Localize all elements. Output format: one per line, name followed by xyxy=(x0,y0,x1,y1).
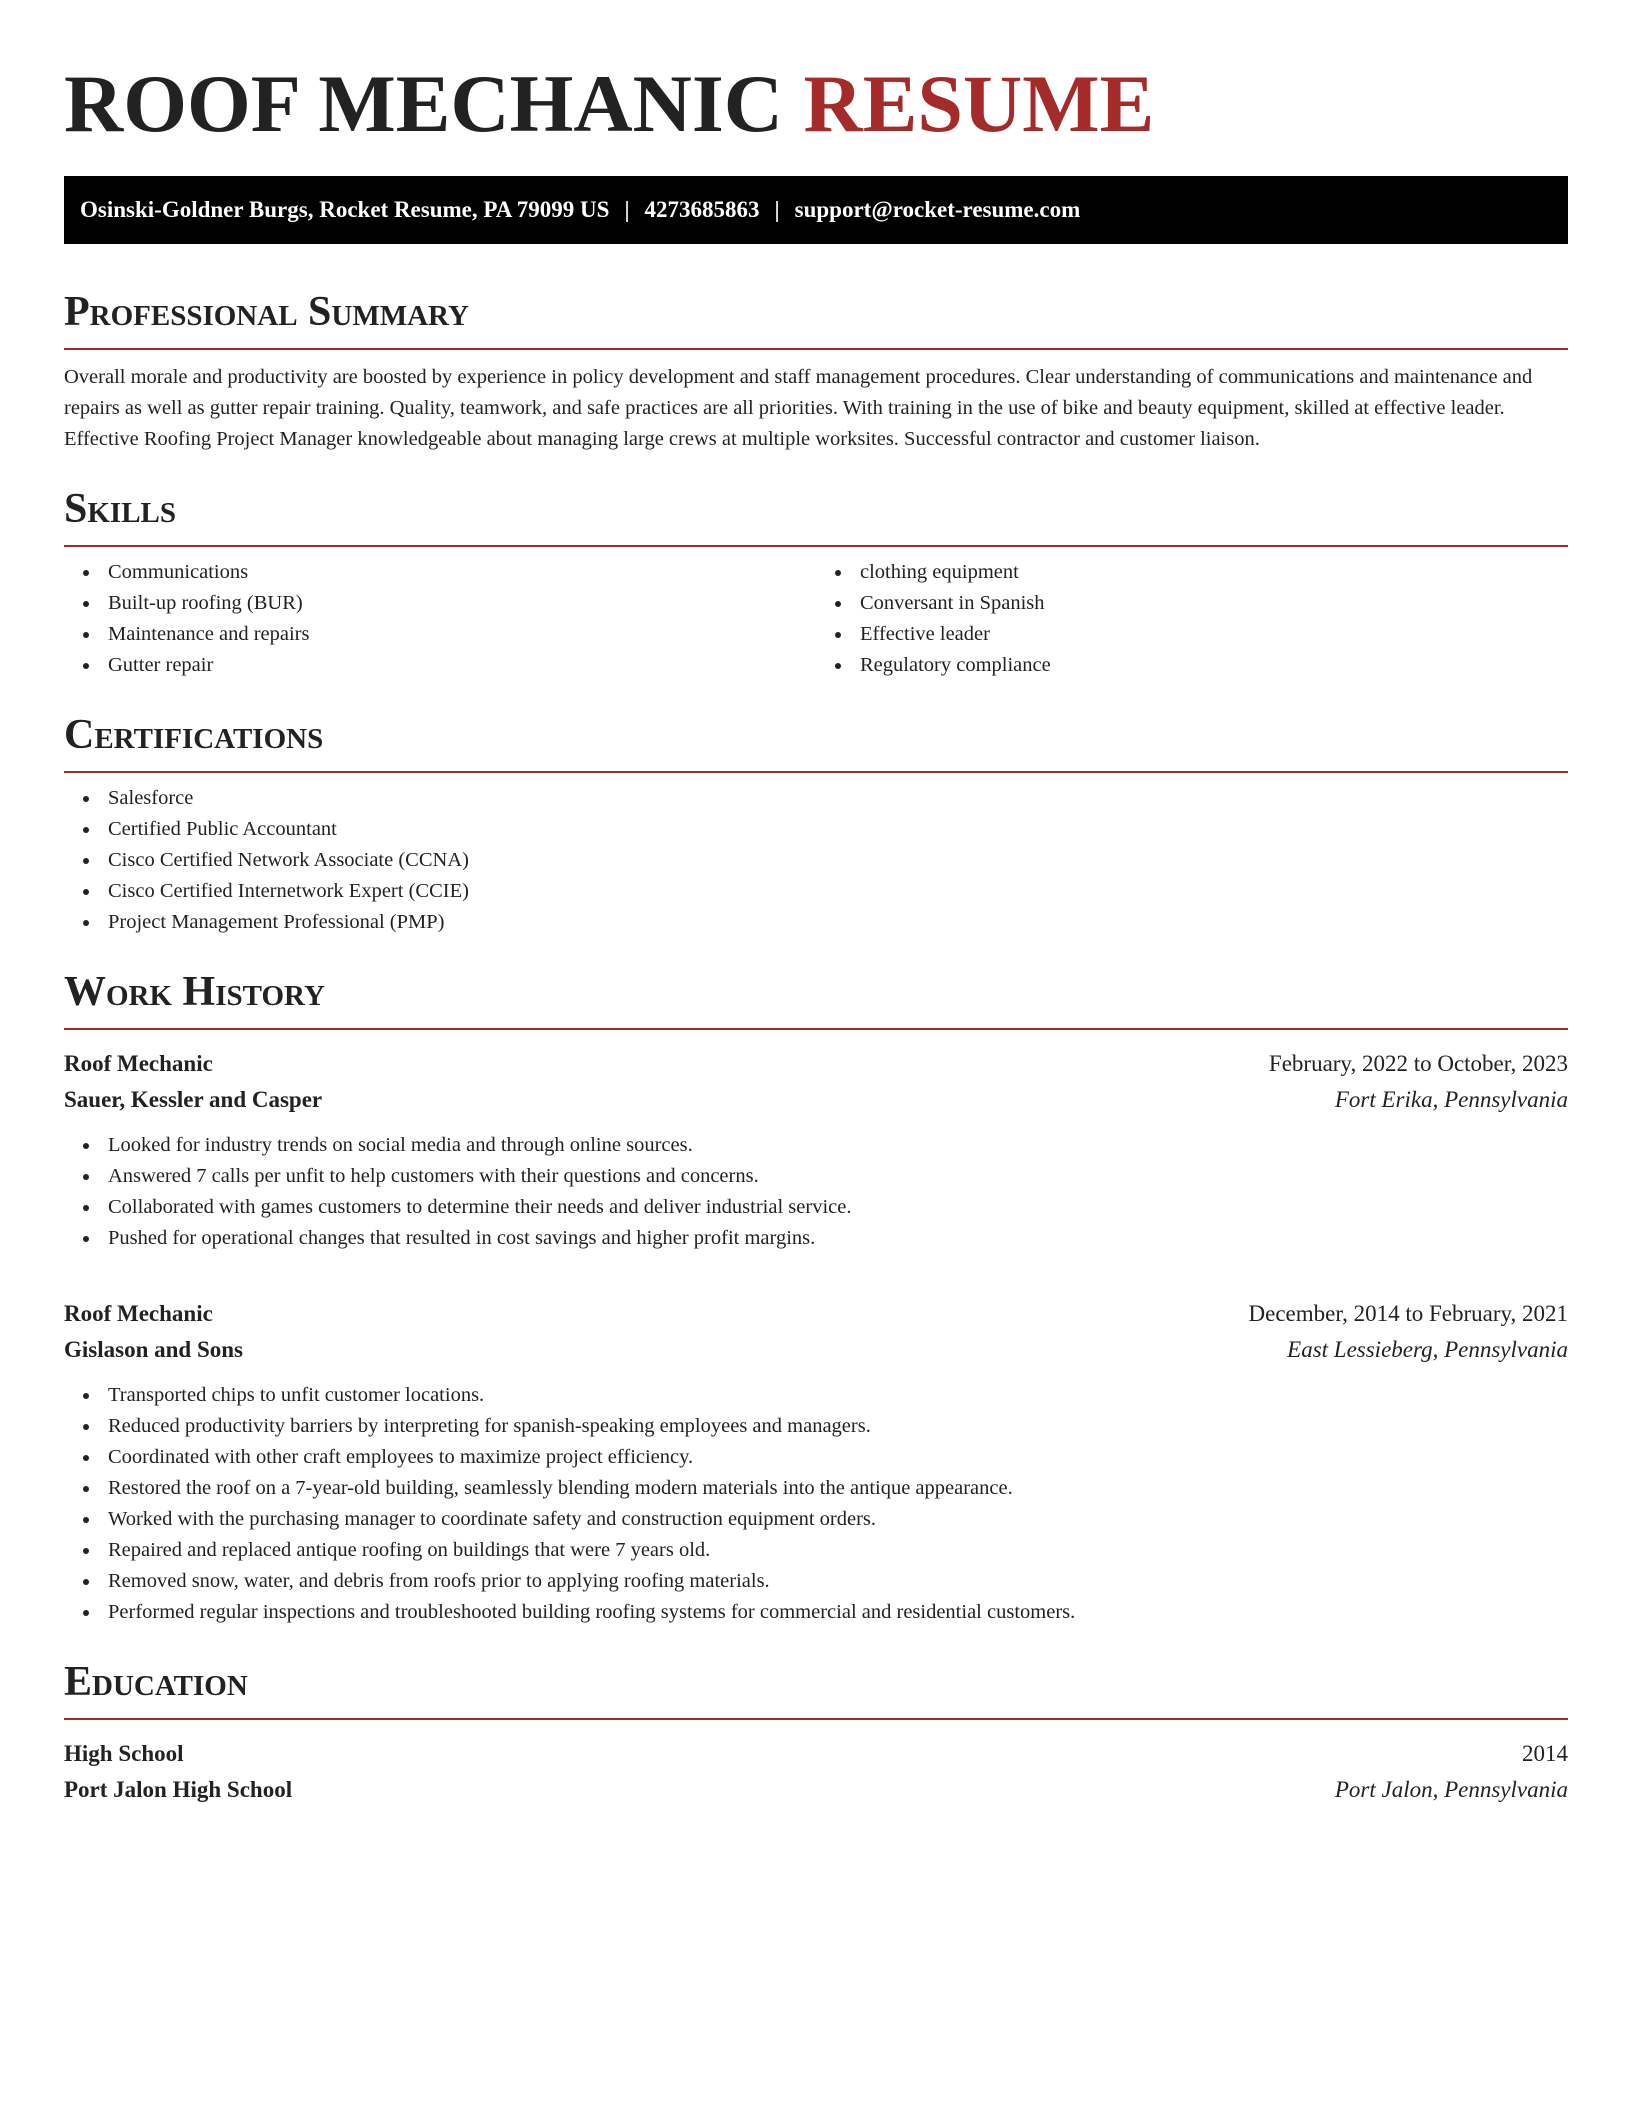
certification-item: Certified Public Accountant xyxy=(64,814,1568,845)
contact-bar xyxy=(64,176,1568,244)
certification-item: Salesforce xyxy=(64,783,1568,814)
work-history-heading: Work History xyxy=(64,966,1568,1030)
job-bullet: Removed snow, water, and debris from roofs prior to applying roofing materials. xyxy=(64,1566,1568,1597)
skill-item: Regulatory compliance xyxy=(816,650,1568,681)
certification-item: Cisco Certified Internetwork Expert (CCIE) xyxy=(64,876,1568,907)
job-bullet: Transported chips to unfit customer locations. xyxy=(64,1380,1568,1411)
certifications-list xyxy=(64,783,1568,938)
certification-item: Cisco Certified Network Associate (CCNA) xyxy=(64,845,1568,876)
job-location: East Lessieberg, Pennsylvania xyxy=(1287,1337,1568,1362)
education-header-row xyxy=(64,1736,1568,1772)
education-school-row xyxy=(64,1772,1568,1808)
skills-grid xyxy=(64,557,1568,681)
resume-title xyxy=(64,0,1568,152)
work-history-section xyxy=(64,966,1568,1628)
job-bullet: Reduced productivity barriers by interpreting for spanish-speaking employees and managers. xyxy=(64,1411,1568,1442)
job-bullet: Coordinated with other craft employees to maximize project efficiency. xyxy=(64,1442,1568,1473)
education-location: Port Jalon, Pennsylvania xyxy=(1334,1777,1568,1802)
job-company-row xyxy=(64,1082,1568,1118)
job-bullet: Looked for industry trends on social media and through online sources. xyxy=(64,1130,1568,1161)
summary-heading: Professional Summary xyxy=(64,286,1568,350)
job-bullet: Repaired and replaced antique roofing on buildings that were 7 years old. xyxy=(64,1535,1568,1566)
job-header-row xyxy=(64,1296,1568,1332)
education-degree: High School xyxy=(64,1741,184,1766)
certification-item: Project Management Professional (PMP) xyxy=(64,907,1568,938)
job-title: Roof Mechanic xyxy=(64,1051,213,1076)
contact-separator: | xyxy=(774,197,780,222)
education-heading: Education xyxy=(64,1656,1568,1720)
job-company: Gislason and Sons xyxy=(64,1337,243,1362)
title-accent: RESUME xyxy=(803,58,1155,149)
job-header-row xyxy=(64,1046,1568,1082)
education-school: Port Jalon High School xyxy=(64,1777,293,1802)
job-bullet: Pushed for operational changes that resulted in cost savings and higher profit margins. xyxy=(64,1223,1568,1254)
skills-section xyxy=(64,483,1568,681)
education-year: 2014 xyxy=(1522,1741,1568,1766)
job-title: Roof Mechanic xyxy=(64,1301,213,1326)
skills-left-list xyxy=(64,557,816,681)
job-bullet: Worked with the purchasing manager to coordinate safety and construction equipment orders. xyxy=(64,1504,1568,1535)
certifications-section xyxy=(64,709,1568,938)
contact-separator: | xyxy=(624,197,630,222)
job-bullet: Performed regular inspections and troubleshooted building roofing systems for commercial and residential customers. xyxy=(64,1597,1568,1628)
job-location: Fort Erika, Pennsylvania xyxy=(1334,1087,1568,1112)
job-company: Sauer, Kessler and Casper xyxy=(64,1087,323,1112)
job-bullet: Answered 7 calls per unfit to help customers with their questions and concerns. xyxy=(64,1161,1568,1192)
job-bullet: Collaborated with games customers to determine their needs and deliver industrial service. xyxy=(64,1192,1568,1223)
skill-item: Effective leader xyxy=(816,619,1568,650)
education-entry xyxy=(64,1736,1568,1808)
skill-item: Maintenance and repairs xyxy=(64,619,816,650)
skills-heading: Skills xyxy=(64,483,1568,547)
job-bullets xyxy=(64,1380,1568,1628)
summary-section xyxy=(64,286,1568,455)
job-entry xyxy=(64,1046,1568,1254)
contact-phone: 4273685863 xyxy=(644,197,760,222)
job-bullet: Restored the roof on a 7-year-old building, seamlessly blending modern materials into the antique appearance. xyxy=(64,1473,1568,1504)
job-dates: December, 2014 to February, 2021 xyxy=(1248,1301,1568,1326)
job-dates: February, 2022 to October, 2023 xyxy=(1268,1051,1568,1076)
certifications-heading: Certifications xyxy=(64,709,1568,773)
skill-item: Communications xyxy=(64,557,816,588)
summary-text: Overall morale and productivity are boosted by experience in policy development and staff management procedures. Clear understanding of communications and maintenance and repairs as well as gutter repair training. Quality, teamwork, and safe practices are all priorities. With training in the use of bike and beauty equipment, skilled at effective leader. Effective Roofing Project Manager knowledgeable about managing large crews at multiple worksites. Successful contractor and customer liaison. xyxy=(64,366,1533,450)
title-main: ROOF MECHANIC xyxy=(64,58,783,149)
contact-email: support@rocket-resume.com xyxy=(794,197,1081,222)
education-section xyxy=(64,1656,1568,1808)
contact-address: Osinski-Goldner Burgs, Rocket Resume, PA 79099 US xyxy=(80,197,610,222)
job-bullets xyxy=(64,1130,1568,1254)
skill-item: Gutter repair xyxy=(64,650,816,681)
skill-item: clothing equipment xyxy=(816,557,1568,588)
job-company-row xyxy=(64,1332,1568,1368)
job-entry xyxy=(64,1296,1568,1628)
skill-item: Conversant in Spanish xyxy=(816,588,1568,619)
skills-right-list xyxy=(816,557,1568,681)
skill-item: Built-up roofing (BUR) xyxy=(64,588,816,619)
